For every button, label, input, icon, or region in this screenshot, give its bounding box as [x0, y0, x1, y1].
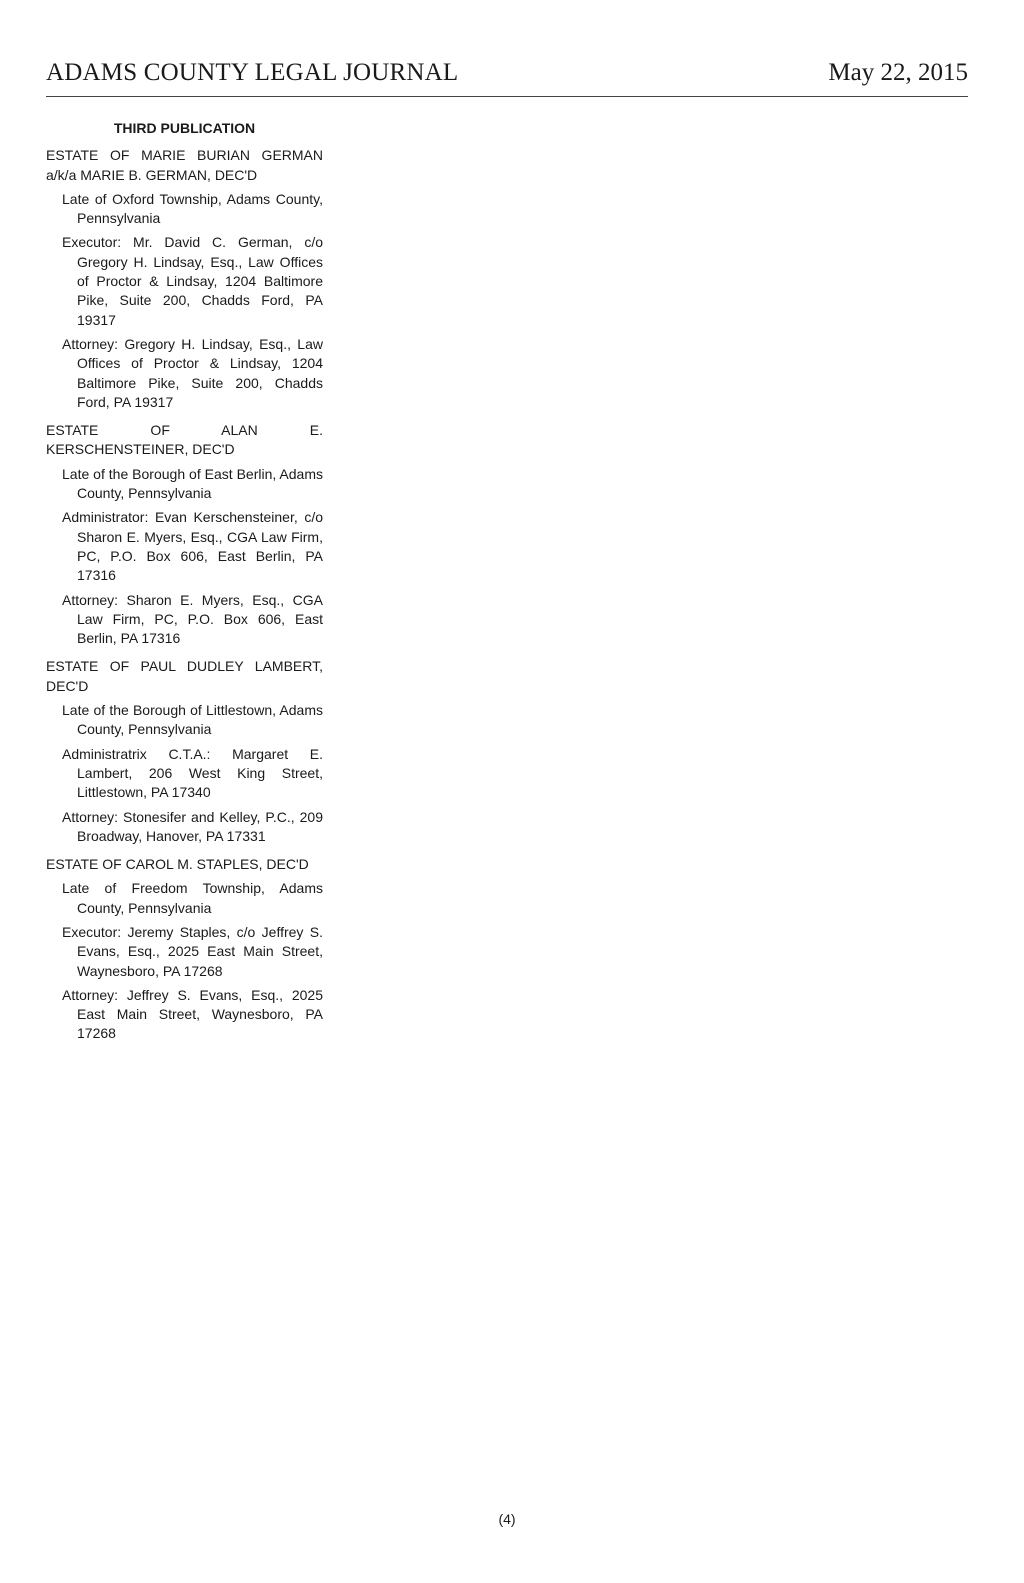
- journal-title: ADAMS COUNTY LEGAL JOURNAL: [46, 59, 459, 86]
- estate-name: ESTATE OF CAROL M. STAPLES, DEC'D: [46, 856, 309, 873]
- estate-representative: Executor: Jeremy Staples, c/o Jeffrey S. Evans, Esq., 2025 East Main Street, Waynesboro, PA 17268: [62, 923, 323, 979]
- estate-notice: [46, 657, 323, 846]
- estate-residence: Late of Freedom Township, Adams County, Pennsylvania: [62, 880, 323, 916]
- notices-column: [46, 119, 323, 1053]
- section-heading: THIRD PUBLICATION: [113, 120, 256, 136]
- estate-representative: Administrator: Evan Kerschensteiner, c/o Sharon E. Myers, Esq., CGA Law Firm, PC, P.O. Box 606, East Berlin, PA 17316: [62, 509, 323, 584]
- estate-attorney: Attorney: Jeffrey S. Evans, Esq., 2025 East Main Street, Waynesboro, PA 17268: [62, 986, 323, 1042]
- publication-date: May 22, 2015: [828, 59, 968, 86]
- estate-representative: Executor: Mr. David C. German, c/o Gregory H. Lindsay, Esq., Law Offices of Proctor & Lindsay, 1204 Baltimore Pike, Suite 200, Chadds Ford, PA 19317: [62, 234, 323, 328]
- estate-notice: [46, 146, 323, 412]
- estate-residence: Late of Oxford Township, Adams County, Pennsylvania: [62, 190, 323, 227]
- estate-notice: [46, 421, 323, 648]
- page-number: (4): [498, 1511, 516, 1527]
- estate-attorney: Attorney: Sharon E. Myers, Esq., CGA Law Firm, PC, P.O. Box 606, East Berlin, PA 17316: [62, 591, 323, 647]
- estate-residence: Late of the Borough of Littlestown, Adams County, Pennsylvania: [62, 702, 323, 738]
- estate-representative: Administratrix C.T.A.: Margaret E. Lambert, 206 West King Street, Littlestown, PA 17340: [62, 745, 323, 801]
- estate-name: ESTATE OF PAUL DUDLEY LAMBERT, DEC'D: [46, 658, 323, 694]
- estate-attorney: Attorney: Stonesifer and Kelley, P.C., 209 Broadway, Hanover, PA 17331: [62, 808, 323, 844]
- estate-notice: [46, 855, 323, 1044]
- estate-residence: Late of the Borough of East Berlin, Adams County, Pennsylvania: [62, 465, 323, 502]
- page-header: [46, 58, 968, 97]
- estate-attorney: Attorney: Gregory H. Lindsay, Esq., Law Offices of Proctor & Lindsay, 1204 Baltimore Pike, Suite 200, Chadds Ford, PA 19317: [62, 335, 323, 410]
- estate-name: ESTATE OF MARIE BURIAN GERMAN a/k/a MARIE B. GERMAN, DEC'D: [46, 147, 323, 183]
- estate-name: ESTATE OF ALAN E. KERSCHENSTEINER, DEC'D: [46, 422, 323, 458]
